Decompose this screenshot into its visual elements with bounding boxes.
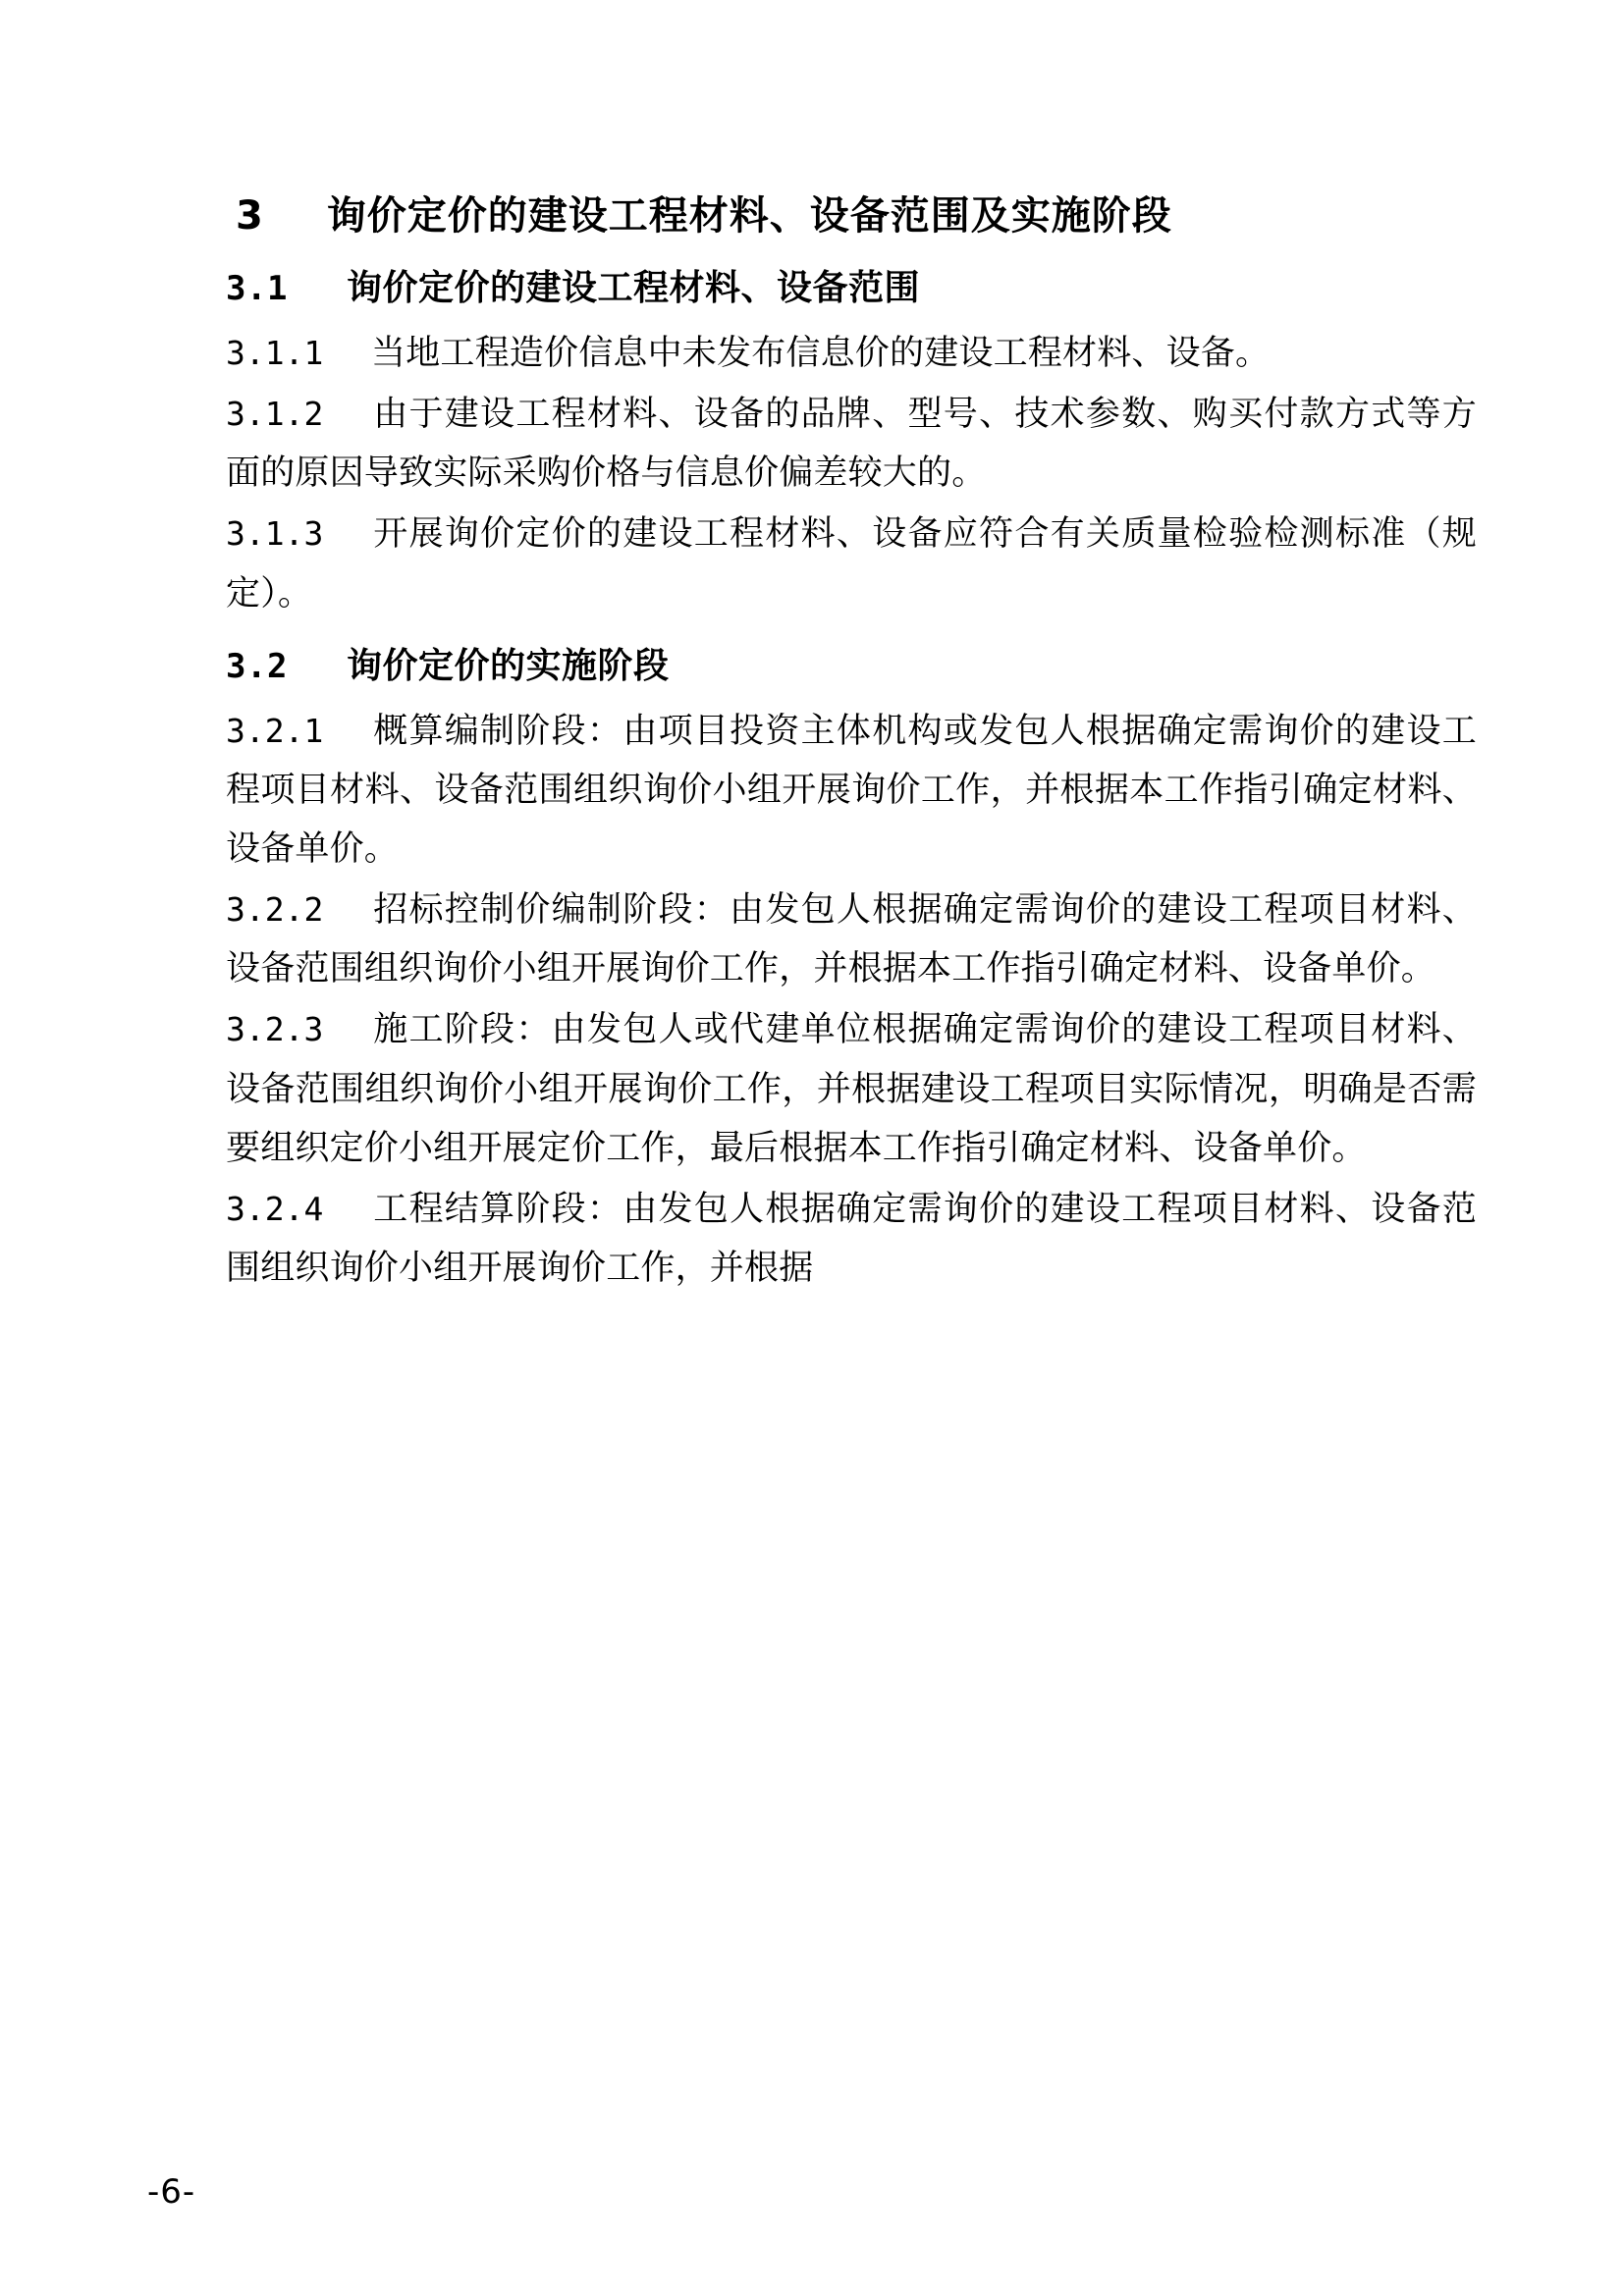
paragraph-3-1-2-number: 3.1.2 <box>226 394 324 433</box>
paragraph-3-2-2-text: 招标控制价编制阶段：由发包人根据确定需询价的建设工程项目材料、设备范围组织询价小组开展询价工作，并根据本工作指引确定材料、设备单价。 <box>226 890 1478 989</box>
paragraph-3-1-3-number: 3.1.3 <box>226 514 324 554</box>
paragraph-3-2-3-number: 3.2.3 <box>226 1010 324 1049</box>
paragraph-3-2-2-number: 3.2.2 <box>226 890 324 930</box>
paragraph-3-1-1-text: 当地工程造价信息中未发布信息价的建设工程材料、设备。 <box>371 333 1271 373</box>
paragraph-3-2-1-number: 3.2.1 <box>226 711 324 750</box>
paragraph-3-2-1-text: 概算编制阶段：由项目投资主体机构或发包人根据确定需询价的建设工程项目材料、设备范围组织询价小组开展询价工作，并根据本工作指引确定材料、设备单价。 <box>226 711 1478 869</box>
section-heading-3-2-text: 询价定价的实施阶段 <box>347 645 670 686</box>
section-heading-3-1 <box>226 261 1477 316</box>
paragraph-3-2-2 <box>226 881 1477 998</box>
paragraph-3-2-1 <box>226 702 1477 880</box>
page-title-text: 询价定价的建设工程材料、设备范围及实施阶段 <box>326 193 1172 239</box>
paragraph-3-2-3 <box>226 1000 1477 1178</box>
section-heading-3-2 <box>226 639 1477 694</box>
paragraph-3-1-2 <box>226 385 1477 503</box>
paragraph-3-1-2-text: 由于建设工程材料、设备的品牌、型号、技术参数、购买付款方式等方面的原因导致实际采购价格与信息价偏差较大的。 <box>226 394 1478 494</box>
paragraph-3-1-1-number: 3.1.1 <box>226 333 324 372</box>
section-heading-3-1-text: 询价定价的建设工程材料、设备范围 <box>347 268 921 308</box>
paragraph-3-2-3-text: 施工阶段：由发包人或代建单位根据确定需询价的建设工程项目材料、设备范围组织询价小组开展询价工作，并根据建设工程项目实际情况，明确是否需要组织定价小组开展定价工作，最后根据本工作指引确定材料、设备单价。 <box>226 1010 1478 1168</box>
paragraph-3-2-4-text: 工程结算阶段：由发包人根据确定需询价的建设工程项目材料、设备范围组织询价小组开展询价工作，并根据 <box>226 1190 1478 1289</box>
section-heading-3-2-number: 3.2 <box>226 646 288 686</box>
paragraph-3-1-3-text: 开展询价定价的建设工程材料、设备应符合有关质量检验检测标准（规定）。 <box>226 514 1478 614</box>
page-title <box>226 187 1477 245</box>
paragraph-3-1-1 <box>226 324 1477 383</box>
paragraph-3-2-4 <box>226 1180 1477 1298</box>
paragraph-3-2-4-number: 3.2.4 <box>226 1190 324 1229</box>
section-heading-3-1-number: 3.1 <box>226 269 288 308</box>
page-title-number: 3 <box>236 193 264 239</box>
page-number: -6- <box>147 2172 196 2212</box>
paragraph-3-1-3 <box>226 505 1477 622</box>
